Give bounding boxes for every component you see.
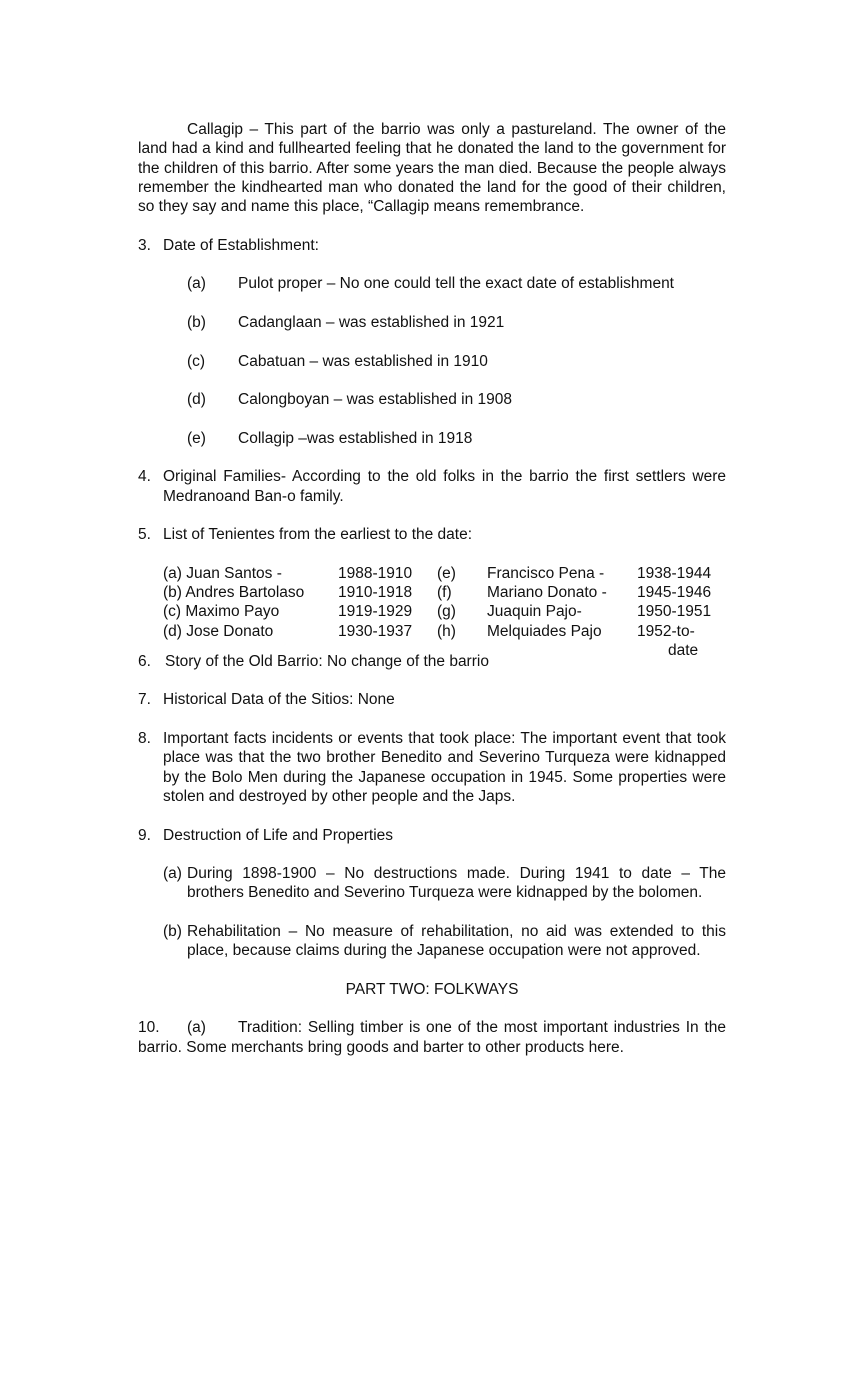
list-item bbox=[187, 313, 726, 332]
table-cell: (d) Jose Donato bbox=[163, 622, 274, 640]
section-text: Historical Data of the Sitios: None bbox=[163, 691, 395, 709]
item-label: (c) bbox=[187, 352, 206, 370]
section-title: Destruction of Life and Properties bbox=[163, 826, 394, 844]
section-number: 4. bbox=[138, 468, 151, 486]
table-row bbox=[163, 564, 726, 583]
item-text: Cadanglaan – was established in 1921 bbox=[238, 313, 505, 331]
table-row bbox=[163, 583, 726, 602]
table-row bbox=[163, 602, 726, 621]
section-number: 3. bbox=[138, 236, 151, 254]
section-text: Original Families- According to the old folks in the barrio the first settlers were Medranoand Ban-o family. bbox=[163, 468, 726, 505]
section-8 bbox=[138, 729, 726, 806]
list-item bbox=[163, 864, 726, 903]
list-item bbox=[187, 390, 726, 409]
tenientes-table bbox=[163, 564, 726, 660]
table-cell: 1950-1951 bbox=[637, 603, 712, 621]
table-cell: 1945-1946 bbox=[637, 584, 712, 602]
item-label: (a) bbox=[187, 1019, 206, 1037]
section-3 bbox=[138, 236, 726, 255]
item-text: Rehabilitation – No measure of rehabilitation, no aid was extended to this place, because claims during the Japanese occupation were not approved. bbox=[187, 922, 726, 960]
section-4 bbox=[138, 467, 726, 506]
item-text: During 1898-1900 – No destructions made. During 1941 to date – The brothers Benedito and Severino Turqueza were kidnapped by the bolomen. bbox=[187, 865, 726, 902]
section-number: 5. bbox=[138, 526, 151, 544]
table-row bbox=[163, 641, 726, 660]
part-heading: PART TWO: FOLKWAYS bbox=[345, 980, 519, 998]
item-label: (e) bbox=[187, 429, 206, 447]
list-item bbox=[187, 429, 726, 448]
section-text: Story of the Old Barrio: No change of the barrio bbox=[165, 652, 489, 670]
table-cell: 1988-1910 bbox=[338, 564, 413, 582]
table-cell: Mariano Donato - bbox=[487, 584, 607, 602]
item-label: (b) bbox=[163, 922, 182, 940]
table-cell: Francisco Pena - bbox=[487, 564, 605, 582]
section-number: 10. bbox=[138, 1019, 160, 1037]
table-cell: date bbox=[668, 642, 699, 660]
item-label: (b) bbox=[187, 313, 206, 331]
intro-paragraph: Callagip – This part of the barrio was only a pastureland. The owner of the land had a kind and fullhearted feeling that he donated the land to the government for the children of this barrio. After some years the man died. Because the people always remember the kindhearted man who donated the land for the good of their children, so they say and name this place, “Callagip means remembrance. bbox=[138, 121, 726, 216]
table-cell: (c) Maximo Payo bbox=[163, 603, 280, 621]
section-title: List of Tenientes from the earliest to the date: bbox=[163, 526, 473, 544]
section-text: Tradition: Selling timber is one of the most important industries In the barrio. Some merchants bring goods and barter to other products here. bbox=[138, 1019, 726, 1056]
section-5 bbox=[138, 525, 726, 544]
item-label: (a) bbox=[163, 865, 182, 883]
item-label: (d) bbox=[187, 391, 206, 409]
item-label: (a) bbox=[187, 275, 206, 293]
list-item bbox=[163, 922, 726, 961]
list-item bbox=[187, 274, 726, 293]
table-cell: (b) Andres Bartolaso bbox=[163, 584, 305, 602]
section-text: Important facts incidents or events that took place: The important event that took place was that the two brother Benedito and Severino Turqueza were kidnapped by the Bolo Men during the Japanese occupation in 1945. Some properties were stolen and destroyed by other people and the Japs. bbox=[163, 730, 726, 805]
item-text: Cabatuan – was established in 1910 bbox=[238, 352, 488, 370]
section-title: Date of Establishment: bbox=[163, 236, 319, 254]
table-cell: (e) bbox=[437, 564, 456, 582]
table-cell: Melquiades Pajo bbox=[487, 622, 602, 640]
table-cell: 1910-1918 bbox=[338, 584, 413, 602]
document-page bbox=[138, 120, 726, 1057]
table-cell: (g) bbox=[437, 603, 456, 621]
table-cell: (a) Juan Santos - bbox=[163, 564, 282, 582]
section-9 bbox=[138, 826, 726, 845]
section-number: 7. bbox=[138, 691, 151, 709]
table-cell: (h) bbox=[437, 622, 456, 640]
section-number: 6. bbox=[138, 652, 151, 670]
section-7 bbox=[138, 690, 726, 709]
table-cell: 1930-1937 bbox=[338, 622, 413, 640]
section-10 bbox=[138, 1018, 726, 1057]
item-text: Calongboyan – was established in 1908 bbox=[238, 391, 513, 409]
list-item bbox=[187, 352, 726, 371]
table-cell: 1919-1929 bbox=[338, 603, 413, 621]
section-number: 9. bbox=[138, 826, 151, 844]
table-cell: Juaquin Pajo- bbox=[487, 603, 582, 621]
table-cell: (f) bbox=[437, 584, 452, 602]
table-row bbox=[163, 622, 726, 641]
table-cell: 1952-to- bbox=[637, 622, 695, 640]
item-text: Collagip –was established in 1918 bbox=[238, 429, 473, 447]
section-number: 8. bbox=[138, 730, 151, 748]
item-text: Pulot proper – No one could tell the exact date of establishment bbox=[238, 275, 674, 293]
table-cell: 1938-1944 bbox=[637, 564, 712, 582]
